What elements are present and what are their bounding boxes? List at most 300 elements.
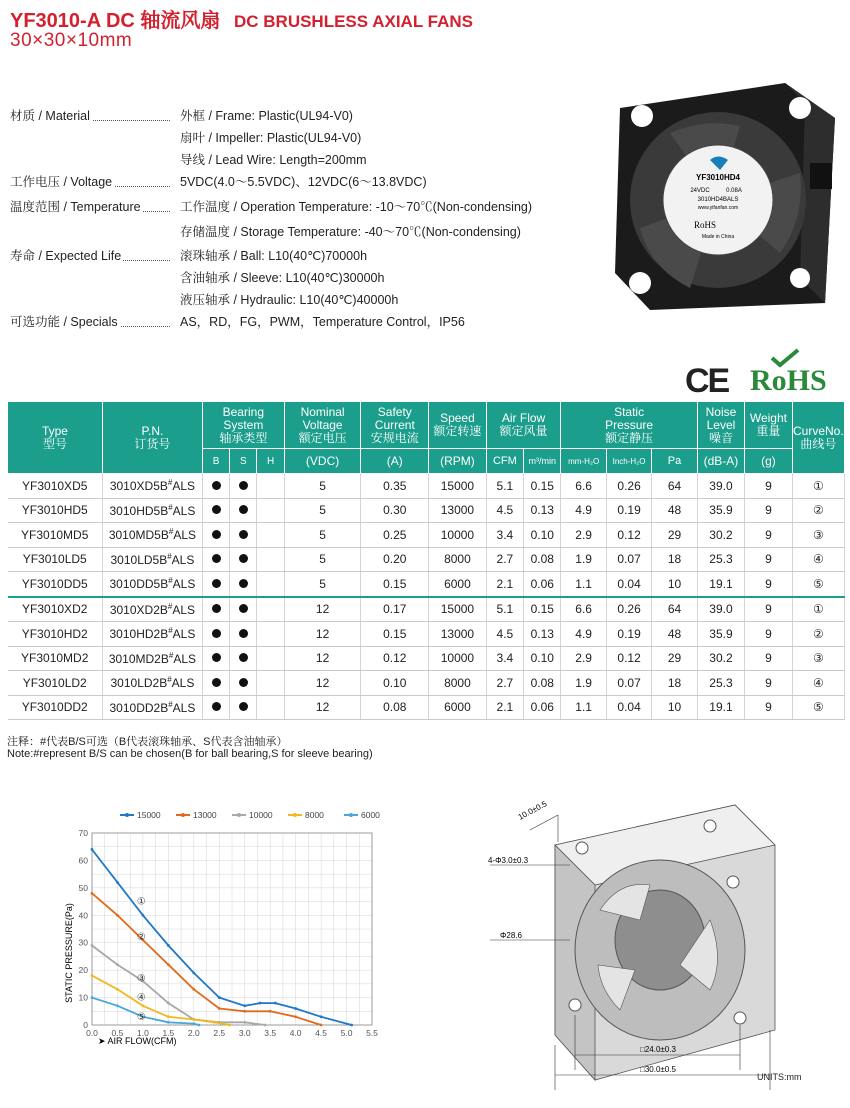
th-weight-unit: (g) xyxy=(745,449,792,474)
bearing-dot-icon xyxy=(212,481,221,490)
legend-marker xyxy=(293,813,297,817)
table-row xyxy=(8,646,845,671)
y-tick-label: 0 xyxy=(83,1020,88,1030)
dim-hole-pitch: □24.0±0.3 xyxy=(640,1045,676,1054)
spec-value: 液压轴承 / Hydraulic: L10(40℃)40000h xyxy=(180,293,399,307)
cell-rpm: 6000 xyxy=(429,572,487,597)
legend-marker xyxy=(181,813,185,817)
th-type: Type 型号 xyxy=(8,402,103,474)
cell-pa: 48 xyxy=(652,498,697,523)
y-tick-label: 20 xyxy=(78,965,88,976)
cell-v: 5 xyxy=(284,523,361,548)
cell-m3: 0.08 xyxy=(524,671,561,696)
spec-value: 扇叶 / Impeller: Plastic(UL94-V0) xyxy=(180,131,362,145)
cell-noise: 25.3 xyxy=(697,547,744,572)
th-bearing: Bearing System 轴承类型 xyxy=(202,402,284,449)
cell-b xyxy=(202,474,229,499)
cell-v: 5 xyxy=(284,572,361,597)
cell-type: YF3010DD5 xyxy=(8,572,103,597)
cell-h xyxy=(257,572,284,597)
cell-a: 0.12 xyxy=(361,646,429,671)
th-bearing-b: B xyxy=(202,449,229,474)
y-tick-label: 60 xyxy=(78,855,88,866)
cell-type: YF3010DD2 xyxy=(8,695,103,720)
data-point xyxy=(228,1024,231,1027)
x-tick-label: 0.5 xyxy=(111,1028,124,1038)
table-row xyxy=(8,547,845,572)
cell-inch: 0.04 xyxy=(606,695,651,720)
cell-pn: 3010MD5B#ALS xyxy=(102,523,202,548)
spec-row xyxy=(10,312,465,330)
cell-pa: 48 xyxy=(652,622,697,647)
cell-b xyxy=(202,498,229,523)
data-point xyxy=(116,881,119,884)
cell-s xyxy=(230,695,257,720)
data-point xyxy=(91,996,94,999)
th-bearing-s: S xyxy=(230,449,257,474)
cell-a: 0.25 xyxy=(361,523,429,548)
cell-h xyxy=(257,622,284,647)
cell-noise: 19.1 xyxy=(697,572,744,597)
data-point xyxy=(91,892,94,895)
data-point xyxy=(198,1024,201,1027)
cell-cfm: 4.5 xyxy=(486,622,523,647)
data-point xyxy=(259,1002,262,1005)
cell-inch: 0.12 xyxy=(606,523,651,548)
x-tick-label: 3.5 xyxy=(264,1028,277,1038)
cell-b xyxy=(202,547,229,572)
cell-h xyxy=(257,474,284,499)
cell-cfm: 2.7 xyxy=(486,671,523,696)
data-point xyxy=(320,1024,323,1027)
cell-mm: 6.6 xyxy=(561,597,606,622)
y-tick-label: 40 xyxy=(78,910,88,921)
cell-mm: 2.9 xyxy=(561,523,606,548)
y-tick-label: 70 xyxy=(78,828,88,838)
cell-weight: 9 xyxy=(745,547,792,572)
cell-curve: ③ xyxy=(792,523,844,548)
cell-m3: 0.15 xyxy=(524,474,561,499)
th-speed: Speed 额定转速 xyxy=(429,402,487,449)
cell-pn: 3010DD5B#ALS xyxy=(102,572,202,597)
spec-row xyxy=(10,222,521,239)
spec-row xyxy=(10,290,399,307)
cell-pn: 3010XD2B#ALS xyxy=(102,597,202,622)
spec-label: 材质 / Material xyxy=(10,106,178,124)
cell-pa: 10 xyxy=(652,572,697,597)
cell-s xyxy=(230,547,257,572)
cell-pa: 29 xyxy=(652,523,697,548)
cell-h xyxy=(257,597,284,622)
cell-inch: 0.07 xyxy=(606,671,651,696)
data-point xyxy=(192,971,195,974)
legend-label: 10000 xyxy=(249,810,273,820)
cell-type: YF3010LD2 xyxy=(8,671,103,696)
th-pn: P.N. 订货号 xyxy=(102,402,202,474)
legend-marker xyxy=(237,813,241,817)
th-cfm: CFM xyxy=(486,449,523,474)
cell-inch: 0.19 xyxy=(606,622,651,647)
cell-curve: ④ xyxy=(792,671,844,696)
cell-mm: 4.9 xyxy=(561,498,606,523)
cell-a: 0.20 xyxy=(361,547,429,572)
cell-curve: ① xyxy=(792,474,844,499)
spec-label: 温度范围 / Temperature xyxy=(10,197,178,215)
cell-a: 0.15 xyxy=(361,572,429,597)
bearing-dot-icon xyxy=(212,530,221,539)
cell-noise: 35.9 xyxy=(697,622,744,647)
cell-v: 12 xyxy=(284,695,361,720)
data-point xyxy=(320,1015,323,1018)
table-row xyxy=(8,622,845,647)
bearing-dot-icon xyxy=(239,579,248,588)
cell-v: 12 xyxy=(284,646,361,671)
x-tick-label: 2.5 xyxy=(213,1028,226,1038)
cell-pn: 3010LD2B#ALS xyxy=(102,671,202,696)
cell-s xyxy=(230,498,257,523)
legend-label: 8000 xyxy=(305,810,324,820)
table-row xyxy=(8,474,845,499)
cell-cfm: 3.4 xyxy=(486,646,523,671)
photo-pn: 3010HD4BALS xyxy=(697,197,739,203)
cell-inch: 0.26 xyxy=(606,474,651,499)
data-point xyxy=(91,974,94,977)
data-point xyxy=(142,914,145,917)
cell-m3: 0.08 xyxy=(524,547,561,572)
cell-weight: 9 xyxy=(745,695,792,720)
curve-label: ① xyxy=(136,896,146,908)
table-row xyxy=(8,671,845,696)
title-en: DC BRUSHLESS AXIAL FANS xyxy=(233,12,473,31)
data-point xyxy=(116,988,119,991)
cell-rpm: 8000 xyxy=(429,547,487,572)
data-point xyxy=(264,1024,267,1027)
cell-noise: 25.3 xyxy=(697,671,744,696)
spec-row xyxy=(10,128,362,145)
cell-cfm: 2.1 xyxy=(486,695,523,720)
cell-cfm: 5.1 xyxy=(486,597,523,622)
bearing-dot-icon xyxy=(212,702,221,711)
x-tick-label: 1.5 xyxy=(162,1028,175,1038)
bearing-dot-icon xyxy=(239,702,248,711)
cell-curve: ③ xyxy=(792,646,844,671)
photo-rohs: RoHS xyxy=(693,220,717,230)
table-row xyxy=(8,695,845,720)
cell-v: 5 xyxy=(284,547,361,572)
photo-current: 0.08A xyxy=(726,188,742,194)
dim-outline: □30.0±0.5 xyxy=(640,1065,676,1074)
cell-weight: 9 xyxy=(745,474,792,499)
cell-weight: 9 xyxy=(745,498,792,523)
page-title xyxy=(10,4,473,33)
x-tick-label: 4.5 xyxy=(315,1028,328,1038)
data-point xyxy=(192,988,195,991)
cell-rpm: 10000 xyxy=(429,646,487,671)
mechanical-drawing xyxy=(470,790,840,1100)
data-point xyxy=(192,1018,195,1021)
cell-curve: ① xyxy=(792,597,844,622)
cell-v: 5 xyxy=(284,474,361,499)
data-point xyxy=(218,996,221,999)
checkmark-icon xyxy=(770,348,800,368)
legend-label: 15000 xyxy=(137,810,161,820)
th-current-unit: (A) xyxy=(361,449,429,474)
cell-pn: 3010DD2B#ALS xyxy=(102,695,202,720)
th-current: Safety Current 安规电流 xyxy=(361,402,429,449)
cell-s xyxy=(230,597,257,622)
chart-axes xyxy=(79,828,379,1038)
data-point xyxy=(142,1004,145,1007)
spec-row xyxy=(10,172,427,190)
cell-h xyxy=(257,498,284,523)
th-pa: Pa xyxy=(652,449,697,474)
data-point xyxy=(192,1022,195,1025)
cell-rpm: 13000 xyxy=(429,498,487,523)
spec-row xyxy=(10,197,533,215)
cell-b xyxy=(202,572,229,597)
cell-weight: 9 xyxy=(745,671,792,696)
data-point xyxy=(167,1021,170,1024)
data-point xyxy=(91,944,94,947)
y-tick-label: 50 xyxy=(78,882,88,893)
cell-b xyxy=(202,671,229,696)
cell-m3: 0.15 xyxy=(524,597,561,622)
cell-weight: 9 xyxy=(745,622,792,647)
spec-row xyxy=(10,268,385,285)
cell-curve: ② xyxy=(792,622,844,647)
legend-marker xyxy=(125,813,129,817)
bearing-dot-icon xyxy=(239,678,248,687)
cell-h xyxy=(257,547,284,572)
th-bearing-h: H xyxy=(257,449,284,474)
cell-m3: 0.06 xyxy=(524,695,561,720)
cell-a: 0.35 xyxy=(361,474,429,499)
cell-b xyxy=(202,523,229,548)
cell-v: 12 xyxy=(284,597,361,622)
cell-noise: 39.0 xyxy=(697,474,744,499)
cell-s xyxy=(230,523,257,548)
rohs-text: RoHS xyxy=(750,364,827,397)
cell-type: YF3010MD2 xyxy=(8,646,103,671)
cell-pa: 64 xyxy=(652,597,697,622)
note-cn: 注释：#代表B/S可选（B代表滚珠轴承、S代表含油轴承） xyxy=(7,736,288,748)
th-noise: Noise Level 噪音 xyxy=(697,402,744,449)
x-tick-label: 3.0 xyxy=(238,1028,251,1038)
bearing-dot-icon xyxy=(239,530,248,539)
table-row xyxy=(8,523,845,548)
cell-m3: 0.13 xyxy=(524,622,561,647)
cell-cfm: 3.4 xyxy=(486,523,523,548)
cell-cfm: 2.7 xyxy=(486,547,523,572)
bearing-dot-icon xyxy=(212,505,221,514)
photo-web: www.yifanfan.com xyxy=(697,205,739,211)
y-tick-label: 10 xyxy=(78,992,88,1003)
bearing-dot-icon xyxy=(212,579,221,588)
data-point xyxy=(243,1004,246,1007)
cell-h xyxy=(257,671,284,696)
cell-pn: 3010HD2B#ALS xyxy=(102,622,202,647)
spec-value: 导线 / Lead Wire: Length=200mm xyxy=(180,153,367,167)
spec-value: AS，RD，FG，PWM，Temperature Control，IP56 xyxy=(180,315,465,329)
curve-label: ⑤ xyxy=(136,1011,146,1023)
cell-noise: 35.9 xyxy=(697,498,744,523)
data-point xyxy=(167,1015,170,1018)
table-body xyxy=(8,474,845,720)
cell-weight: 9 xyxy=(745,572,792,597)
bearing-dot-icon xyxy=(239,604,248,613)
spec-row xyxy=(10,246,368,264)
cell-type: YF3010XD2 xyxy=(8,597,103,622)
cell-b xyxy=(202,597,229,622)
curve-label: ② xyxy=(136,932,146,944)
x-tick-label: 4.0 xyxy=(289,1028,302,1038)
data-point xyxy=(350,1024,353,1027)
spec-label: 可选功能 / Specials xyxy=(10,312,178,330)
data-point xyxy=(243,1021,246,1024)
cell-inch: 0.04 xyxy=(606,572,651,597)
spec-label: 寿命 / Expected Life xyxy=(10,246,178,264)
cell-type: YF3010HD5 xyxy=(8,498,103,523)
cell-a: 0.15 xyxy=(361,622,429,647)
title-cn: YF3010-A DC 轴流风扇 xyxy=(10,10,221,32)
cell-noise: 19.1 xyxy=(697,695,744,720)
data-point xyxy=(167,944,170,947)
photo-voltage: 24VDC xyxy=(690,188,710,194)
cell-curve: ⑤ xyxy=(792,572,844,597)
data-point xyxy=(116,1004,119,1007)
chart-legend xyxy=(120,810,380,820)
units-label: UNITS:mm xyxy=(757,1072,802,1082)
legend-marker xyxy=(349,813,353,817)
photo-model: YF3010HD4 xyxy=(695,173,741,182)
bearing-dot-icon xyxy=(212,653,221,662)
th-weight: Weight 重量 xyxy=(745,402,792,449)
cell-mm: 6.6 xyxy=(561,474,606,499)
cell-rpm: 8000 xyxy=(429,671,487,696)
cell-a: 0.30 xyxy=(361,498,429,523)
data-point xyxy=(116,914,119,917)
data-point xyxy=(243,1010,246,1013)
table-row xyxy=(8,498,845,523)
cell-pa: 29 xyxy=(652,646,697,671)
ce-mark: CE xyxy=(685,362,729,400)
bearing-dot-icon xyxy=(212,629,221,638)
th-mmh2o: mm-H₂O xyxy=(561,449,606,474)
cell-inch: 0.26 xyxy=(606,597,651,622)
cell-rpm: 13000 xyxy=(429,622,487,647)
cell-v: 12 xyxy=(284,622,361,647)
bearing-dot-icon xyxy=(239,653,248,662)
size-spec: 30×30×10mm xyxy=(10,30,133,51)
x-tick-label: 0.0 xyxy=(86,1028,98,1038)
spec-value: 含油轴承 / Sleeve: L10(40℃)30000h xyxy=(180,271,385,285)
cell-type: YF3010XD5 xyxy=(8,474,103,499)
spec-value: 外框 / Frame: Plastic(UL94-V0) xyxy=(180,109,353,123)
cell-a: 0.08 xyxy=(361,695,429,720)
cell-noise: 39.0 xyxy=(697,597,744,622)
cell-mm: 4.9 xyxy=(561,622,606,647)
cell-pa: 64 xyxy=(652,474,697,499)
cell-pn: 3010MD2B#ALS xyxy=(102,646,202,671)
cell-curve: ⑤ xyxy=(792,695,844,720)
th-airflow: Air Flow 额定风量 xyxy=(486,402,561,449)
spec-value: 滚珠轴承 / Ball: L10(40℃)70000h xyxy=(180,249,368,263)
cell-b xyxy=(202,695,229,720)
cell-cfm: 2.1 xyxy=(486,572,523,597)
curve-label: ④ xyxy=(136,992,146,1004)
table-row xyxy=(8,597,845,622)
cell-curve: ② xyxy=(792,498,844,523)
cell-a: 0.10 xyxy=(361,671,429,696)
cell-pa: 18 xyxy=(652,671,697,696)
cell-mm: 1.9 xyxy=(561,547,606,572)
chart-grid xyxy=(92,833,372,1025)
data-point xyxy=(91,848,94,851)
cell-rpm: 6000 xyxy=(429,695,487,720)
cell-type: YF3010HD2 xyxy=(8,622,103,647)
dim-diameter: Φ28.6 xyxy=(500,931,522,940)
data-point xyxy=(213,1021,216,1024)
fan-photo xyxy=(610,78,842,313)
spec-value: 存储温度 / Storage Temperature: -40～70℃(Non-condensing) xyxy=(180,225,521,239)
pq-chart xyxy=(40,803,390,1108)
cell-weight: 9 xyxy=(745,646,792,671)
photo-made: Made in China xyxy=(701,234,735,240)
cell-inch: 0.19 xyxy=(606,498,651,523)
th-voltage: Nominal Voltage 额定电压 xyxy=(284,402,361,449)
th-m3: m³/min xyxy=(524,449,561,474)
spec-table xyxy=(7,401,845,720)
cell-noise: 30.2 xyxy=(697,523,744,548)
cell-b xyxy=(202,646,229,671)
cell-rpm: 15000 xyxy=(429,597,487,622)
cell-mm: 1.9 xyxy=(561,671,606,696)
bearing-dot-icon xyxy=(212,678,221,687)
bearing-dot-icon xyxy=(239,554,248,563)
cell-h xyxy=(257,695,284,720)
bearing-dot-icon xyxy=(239,629,248,638)
data-point xyxy=(218,1007,221,1010)
th-noise-unit: (dB-A) xyxy=(697,449,744,474)
cell-m3: 0.10 xyxy=(524,523,561,548)
data-point xyxy=(167,1002,170,1005)
cell-v: 5 xyxy=(284,498,361,523)
cell-curve: ④ xyxy=(792,547,844,572)
cell-inch: 0.12 xyxy=(606,646,651,671)
cell-v: 12 xyxy=(284,671,361,696)
cell-h xyxy=(257,523,284,548)
th-voltage-unit: (VDC) xyxy=(284,449,361,474)
cell-m3: 0.10 xyxy=(524,646,561,671)
data-point xyxy=(294,1007,297,1010)
data-point xyxy=(167,963,170,966)
bearing-dot-icon xyxy=(212,604,221,613)
cell-pa: 18 xyxy=(652,547,697,572)
th-pressure: Static Pressure 额定静压 xyxy=(561,402,697,449)
dim-depth: 10.0±0.5 xyxy=(516,799,549,822)
cell-noise: 30.2 xyxy=(697,646,744,671)
data-point xyxy=(269,1010,272,1013)
curve-label: ③ xyxy=(136,973,146,985)
rohs-mark xyxy=(750,364,827,398)
data-point xyxy=(294,1015,297,1018)
spec-label: 工作电压 / Voltage xyxy=(10,172,178,190)
cell-a: 0.17 xyxy=(361,597,429,622)
th-inchh2o: Inch-H₂O xyxy=(606,449,651,474)
cell-s xyxy=(230,671,257,696)
spec-value: 5VDC(4.0～5.5VDC)、12VDC(6～13.8VDC) xyxy=(180,175,427,189)
cell-m3: 0.06 xyxy=(524,572,561,597)
